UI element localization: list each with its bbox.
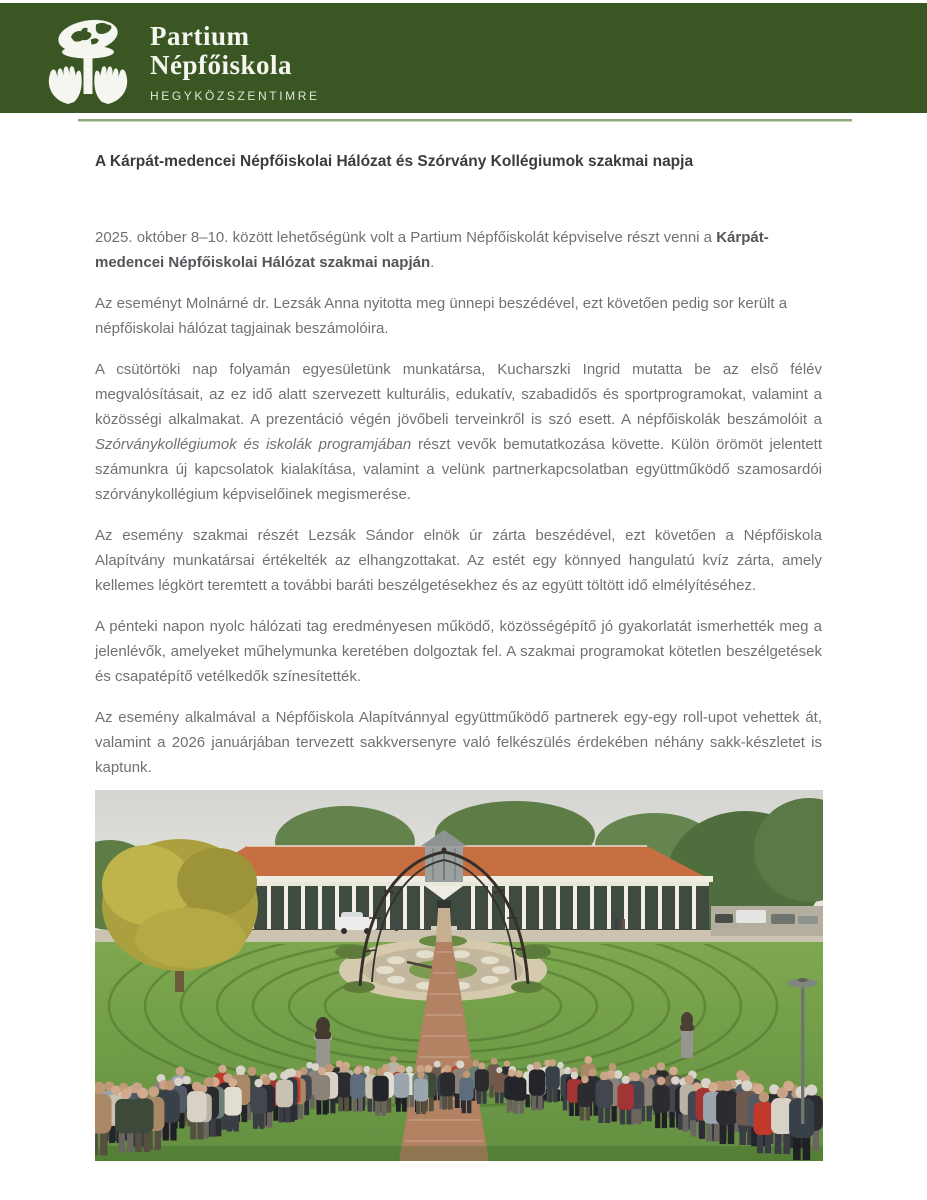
brand-name-line1: Partium [150,21,250,51]
divider-line [78,119,852,122]
text-segment: Szórványkollégiumok és iskolák programjában [95,436,412,453]
text-segment: Az esemény szakmai részét Lezsák Sándor elnök úr zárta beszédével, ezt követően a Népfőiskola Alapítvány munkatársai értékelték az elhangzottakat. Az estét egy könnyed hangulatú kvíz zárta, amely kellemes légkört teremtett a további baráti beszélgetésekhez és az együtt töltött idő elmélyítéséhez. [95,527,822,594]
group-photo [95,790,823,1161]
paragraph [95,523,822,598]
text-segment: 2025. október 8–10. között lehetőségünk volt a Partium Népfőiskolát képviselve részt venni a [95,229,717,246]
text-segment: Az esemény alkalmával a Népfőiskola Alapítvánnyal együttműködő partnerek egy-egy roll-upot vehettek át, valamint a 2026 januárjában tervezett sakkversenyre való felkészülés érdekében néhány sakk-készletet is kaptunk. [95,709,822,776]
paragraph [95,614,822,689]
logo-text [150,22,320,103]
globe-held-by-hands-icon [38,14,138,106]
left-hand [49,66,82,104]
brand-subtitle: HEGYKÖZSZENTIMRE [150,89,320,103]
right-hand [94,66,127,104]
brand-name-line2: Népfőiskola [150,50,293,80]
paragraph [95,291,822,341]
paragraph [95,705,822,780]
logo [38,14,320,106]
text-segment: részt vevők bemutatkozása követte. Külön örömöt jelentett számunkra új kapcsolatok kialakítása, valamint a velünk partnerkapcsolatban együttműködő szamosardói szórványkollégium képviselőinek megismerése. [95,436,823,503]
text-segment: A csütörtöki nap folyamán egyesületünk munkatársa, Kucharszki Ingrid mutatta be az első félév megvalósításait, az ez idő alatt szervezett kulturális, edukatív, szabadidős és sportprogramokat, valamint a közösségi alkalmakat. A prezentáció végén jövőbeli terveinkről is szó esett. A népfőiskolák beszámolóit a [95,361,822,428]
header-band [0,3,927,113]
text-segment: . [430,254,435,271]
article-body [95,225,822,780]
statue-bust-right [680,1012,694,1058]
text-segment: A pénteki napon nyolc hálózati tag eredményesen működő, közösségépítő jó gyakorlatát ismerhették meg a jelenlévők, amelyeket műhelymunka keretében dolgoztak fel. A szakmai programokat kötetlen beszélgetések és csapatépítő vetélkedők színesítették. [95,618,822,685]
upper-path [436,908,452,942]
paragraph [95,225,822,275]
text-segment: Az eseményt Molnárné dr. Lezsák Anna nyitotta meg ünnepi beszédével, ezt követően pedig sor került a népfőiskolai hálózat tagjainak beszámolóira. [95,295,788,337]
paragraph [95,357,822,507]
text-segment: Kárpát-medencei Népfőiskolai Hálózat szakmai napján [95,229,769,271]
article [95,151,822,780]
article-title: A Kárpát-medencei Népfőiskolai Hálózat és Szórvány Kollégiumok szakmai napja [95,153,694,170]
